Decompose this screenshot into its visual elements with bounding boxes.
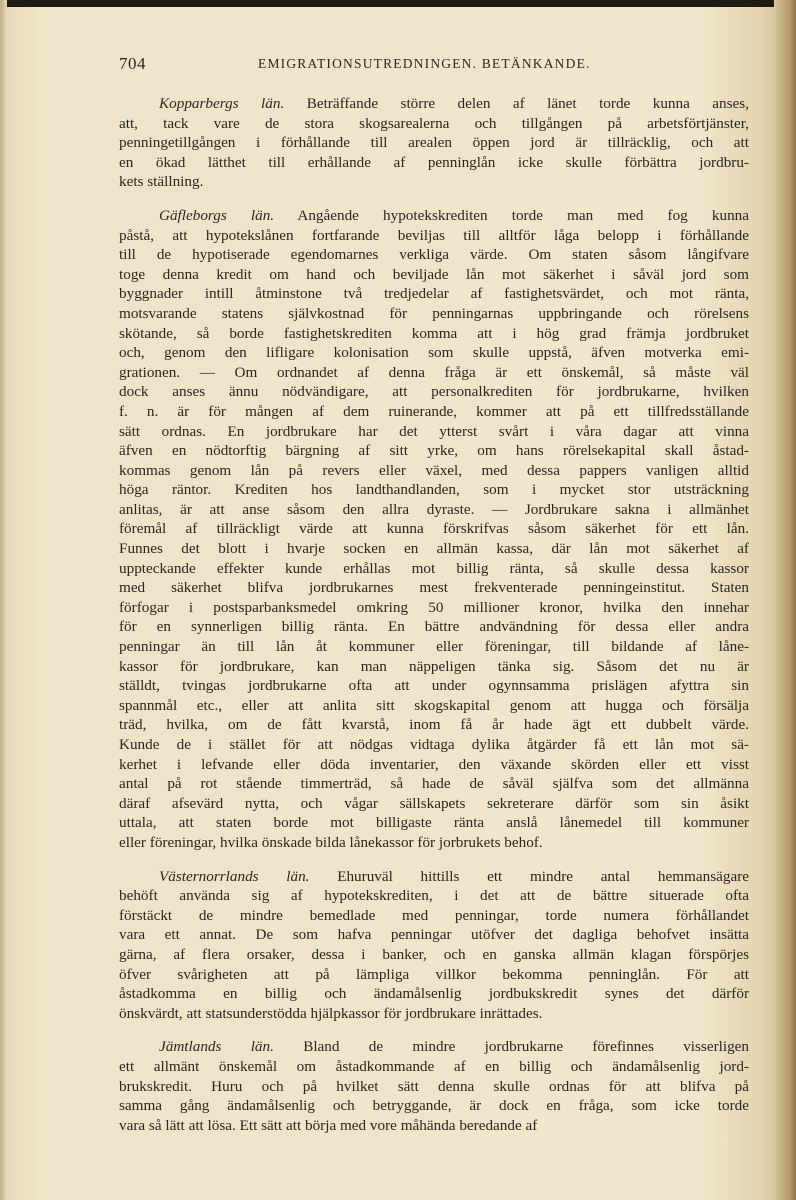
text-line: förstäckt de mindre bemedlade med penningar, torde numera förhållandet	[119, 906, 749, 924]
text-line: höga räntor. Krediten hos landthandlanden, som i mycket stor utsträckning	[119, 481, 749, 499]
text-line: åstadkomma en billig och ändamålsenlig jordbukskredit synes det därför	[119, 985, 749, 1003]
text-line: toge denna kredit om hand och beviljade lån mot säkerhet i såväl jord som	[119, 265, 749, 283]
text-line: grationen. — Om ordnandet af denna fråga är ett önskemål, så måste väl	[119, 363, 749, 381]
text-line: en ökad lätthet till erhållande af penninglån icke skulle förbättra jordbru-	[119, 153, 749, 171]
text-line: kassor för jordbrukare, kan man näppeligen tänka sig. Såsom det nu är	[119, 657, 749, 675]
text-line: vara ett annat. De som hafva penningar utöfver det dagliga behofvet insätta	[119, 926, 749, 944]
text-line: dock anses ännu nödvändigare, att personalkrediten för jordbrukarne, hvilken	[119, 383, 749, 401]
text-line: träd, hvilka, om de fått kvarstå, inom få år hade ägt ett dubbelt värde.	[119, 716, 749, 734]
page-left-edge	[0, 0, 7, 1200]
text-line: uppteckande effekter kunde erhållas mot billig ränta, så skulle dessa kassor	[119, 559, 749, 577]
paragraph	[119, 206, 749, 853]
text-line	[119, 206, 749, 226]
text-line: kerhet i lefvande eller döda inventarier, den växande skörden eller ett visst	[119, 755, 749, 773]
line-text: Beträffande större delen af länet torde kunna anses,	[284, 95, 749, 112]
text-line: eller föreningar, hvilka önskade bilda lånekassor för jorbrukets behof.	[119, 833, 543, 851]
text-line: föremål af tillräckligt värde att kunna förskrifvas såsom säkerhet för ett lån.	[119, 520, 749, 538]
text-line: Kunde de i stället för att nödgas vidtaga dylika åtgärder få ett lån mot sä-	[119, 736, 749, 753]
text-line: samma gång ändamålsenlig och betryggande, är dock en fråga, som icke torde	[119, 1097, 749, 1115]
text-line: spannmål etc., eller att anlita sitt skogskapital genom att hugga och försälja	[119, 696, 749, 714]
text-line: ett allmänt önskemål om åstadkommande af en billig och ändamålsenlig jord-	[119, 1057, 749, 1075]
text-line	[119, 867, 749, 887]
paragraph	[119, 94, 749, 192]
text-line: penningar än till lån åt kommuner eller föreningar, till bildande af låne-	[119, 638, 749, 656]
text-line	[119, 94, 749, 114]
text-line: byggnader intill åtminstone två tredjedelar af fastighetsvärdet, och mot ränta,	[119, 285, 749, 303]
line-text: Angående hypotekskrediten torde man med fog kunna	[274, 206, 749, 224]
text-line: vara så lätt att lösa. Ett sätt att börja med vore måhända beredande af	[119, 1116, 538, 1134]
line-text: Ehuruväl hittills ett mindre antal hemmansägare	[309, 867, 749, 885]
page-top-edge	[0, 0, 796, 7]
text-line: förfogar i postsparbanksmedel omkring 50 millioner kronor, hvilka den innehar	[119, 598, 749, 616]
line-text: Bland de mindre jordbrukarne förefinnes visserligen	[273, 1038, 750, 1056]
page-header	[119, 54, 749, 78]
text-line: ställdt, tvingas jordbrukarne ofta att under ogynnsamma prislägen afyttra sin	[119, 677, 749, 695]
text-line: med säkerhet blifva jordbrukarnes mest frekventerade penningeinstitut. Staten	[119, 579, 749, 597]
text-line: anlitas, är att anse såsom den allra dyraste. — Jordbrukare sakna i allmänhet	[119, 500, 749, 518]
text-line: behöft använda sig af hypotekskrediten, i det att de bättre situerade ofta	[119, 887, 749, 905]
county-heading: Kopparbergs län.	[159, 95, 285, 112]
text-line: kets ställning.	[119, 173, 204, 191]
page-number: 704	[119, 54, 146, 73]
text-line: påstå, att hypotekslånen fortfarande beviljas till alltför låga belopp i förhållande	[119, 226, 749, 244]
text-line: till de hypotiserade egendomarnes verkliga värde. Om staten såsom långifvare	[119, 246, 749, 264]
text-line: sätt ordnas. En jordbrukare har det ytterst svårt i våra dagar att vinna	[119, 422, 749, 440]
text-line: att, tack vare de stora skogsarealerna och tillgången på arbetsförtjänster,	[119, 114, 749, 132]
text-line: kommas genom lån på revers eller växel, med dessa pappers vanligen alltid	[119, 461, 749, 479]
text-line: uttala, att staten borde mot billigaste ränta anslå lånemedel till kommuner	[119, 814, 749, 832]
paragraph	[119, 1037, 749, 1135]
text-line: önskvärdt, att statsunderstödda hjälpkassor för jordbrukare inrättades.	[119, 1004, 543, 1022]
text-line: för en synnerligen billig ränta. En bättre andvändning för dessa eller andra	[119, 618, 749, 636]
text-line: däraf afsevärd nytta, och vågar sällskapets sekreterare därför som sin åsikt	[119, 794, 749, 812]
running-head: EMIGRATIONSUTREDNINGEN. BETÄNKANDE.	[258, 56, 591, 71]
text-line: brukskredit. Huru och på hvilket sätt denna skulle ordnas för att blifva på	[119, 1077, 749, 1095]
text-line	[119, 1037, 749, 1057]
text-line: antal på rot stående timmerträd, så hade de såväl själfva som det allmänna	[119, 775, 749, 793]
text-line: öfver svårigheten att på lämpliga villkor bekomma penninglån. För att	[119, 965, 749, 983]
text-line: skötande, så borde fastighetskrediten komma att i hög grad främja jordbruket	[119, 324, 749, 342]
body-text	[119, 94, 749, 1149]
text-line: äfven en nödtorftig bärgning af sitt yrke, om hans rörelsekapital skall åstad-	[119, 442, 749, 460]
page-right-edge	[774, 0, 796, 1200]
text-line: f. n. är för mången af dem ruinerande, kommer att på ett tillfredsställande	[119, 402, 749, 420]
county-heading: Gäfleborgs län.	[159, 206, 275, 224]
paragraph	[119, 867, 749, 1024]
county-heading: Västernorrlands län.	[159, 867, 310, 885]
text-line: motsvarande statens självkostnad för penningarnas uppbringande och rörelsens	[119, 304, 749, 322]
text-line: penningetillgången i förhållande till arealen öppen jord är tillräcklig, och att	[119, 134, 749, 152]
text-line: Funnes det blott i hvarje socken en allmän kassa, där lån mot säkerhet af	[119, 540, 749, 558]
text-line: och, genom den lifligare kolonisation som skulle uppstå, äfven motverka emi-	[119, 344, 749, 362]
county-heading: Jämtlands län.	[159, 1038, 274, 1056]
text-line: gärna, af flera orsaker, dessa i banker, och en ganska allmän klagan förspörjes	[119, 945, 749, 963]
